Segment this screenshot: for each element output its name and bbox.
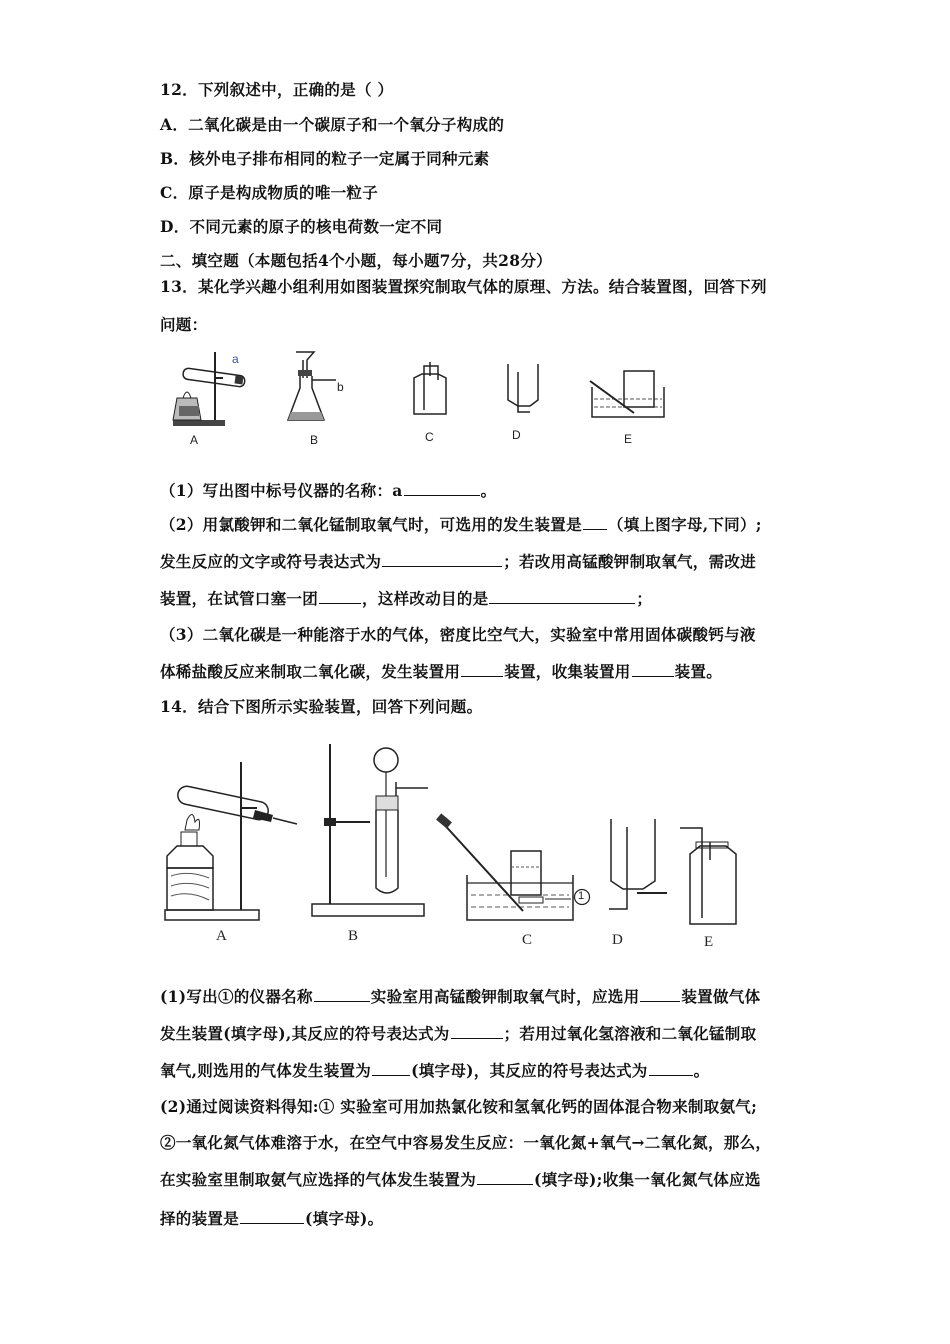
q14-label-a: A xyxy=(216,928,227,944)
q13-part1: （1）写出图中标号仪器的名称：a 。 xyxy=(160,481,497,500)
q13-apparatus-a xyxy=(165,350,255,430)
q14-blank-nh3-device[interactable] xyxy=(477,1169,533,1185)
q13-mark-a: a xyxy=(232,352,239,366)
q13-blank-purpose[interactable] xyxy=(489,588,635,604)
q13-apparatus-e xyxy=(588,365,668,420)
q13-blank-equation[interactable] xyxy=(382,551,502,567)
q14-blank-kmno4-equation[interactable] xyxy=(451,1023,503,1039)
q12-stem: 12．下列叙述中，正确的是（ ） xyxy=(160,80,394,99)
q14-blank-h2o2-device[interactable] xyxy=(372,1060,410,1076)
q13-apparatus-d xyxy=(500,362,545,417)
q12-option-c: C．原子是构成物质的唯一粒子 xyxy=(160,183,379,202)
q14-label-e: E xyxy=(704,934,714,950)
q14-label-c: C xyxy=(522,932,533,948)
q14-part1-line1: (1)写出①的仪器名称 实验室用高锰酸钾制取氧气时，应选用 装置做气体 xyxy=(160,987,761,1006)
q14-part2-line2: ②一氧化氮气体难溶于水，在空气中容易发生反应：一氧化氮+氧气→二氧化氮，那么， xyxy=(160,1133,772,1152)
q14-apparatus-d xyxy=(605,815,670,915)
q13-label-a: A xyxy=(190,433,199,447)
q14-mark-1: 1 xyxy=(578,890,585,902)
q14-part2-line3: 在实验室里制取氨气应选择的气体发生装置为 (填字母);收集一氧化氮气体应选 xyxy=(160,1170,761,1189)
q14-blank-h2o2-equation[interactable] xyxy=(649,1060,693,1076)
q14-part2-line1: (2)通过阅读资料得知:① 实验室可用加热氯化铵和氢氧化钙的固体混合物来制取氨气; xyxy=(160,1097,758,1116)
q14-apparatus-b xyxy=(310,742,435,922)
q13-stem-line1: 13．某化学兴趣小组利用如图装置探究制取气体的原理、方法。结合装置图，回答下列 xyxy=(160,277,767,296)
q12-option-b: B．核外电子排布相同的粒子一定属于同种元素 xyxy=(160,149,490,168)
q14-part1-line3: 氧气,则选用的气体发生装置为 (填字母)，其反应的符号表达式为 。 xyxy=(160,1061,710,1080)
q14-apparatus-a xyxy=(163,760,298,925)
q12-option-a: A．二氧化碳是由一个碳原子和一个氧分子构成的 xyxy=(160,115,505,134)
q14-blank-kmno4-device[interactable] xyxy=(640,986,680,1002)
q14-apparatus-c xyxy=(435,815,580,925)
q13-part3-line1: （3）二氧化碳是一种能溶于水的气体，密度比空气大，实验室中常用固体碳酸钙与液 xyxy=(160,625,756,644)
q14-blank-no-collector[interactable] xyxy=(240,1208,304,1224)
q12-option-d: D．不同元素的原子的核电荷数一定不同 xyxy=(160,217,443,236)
q14-label-d: D xyxy=(612,932,623,948)
q14-part1-line2: 发生装置(填字母),其反应的符号表达式为 ；若用过氧化氢溶液和二氧化锰制取 xyxy=(160,1024,757,1043)
q14-part2-line4: 择的装置是 (填字母)。 xyxy=(160,1209,384,1228)
q13-blank-generator[interactable] xyxy=(583,514,607,530)
q13-label-c: C xyxy=(425,430,434,444)
q13-part3-line2: 体稀盐酸反应来制取二氧化碳，发生装置用 装置，收集装置用 装置。 xyxy=(160,662,723,681)
q13-blank-cotton[interactable] xyxy=(319,588,361,604)
q13-label-e: E xyxy=(624,432,633,446)
q14-blank-instrument[interactable] xyxy=(314,986,370,1002)
q13-part2-line3: 装置，在试管口塞一团 ，这样改动目的是 ； xyxy=(160,589,653,608)
q13-apparatus-c xyxy=(408,360,453,420)
q13-label-b: B xyxy=(310,433,319,447)
q13-stem-line2: 问题： xyxy=(160,315,208,334)
section-heading: 二、填空题（本题包括4个小题，每小题7分，共28分） xyxy=(160,251,552,270)
q14-apparatus-e xyxy=(678,822,743,928)
q13-blank-co2-collector[interactable] xyxy=(632,661,674,677)
q13-part2-line1: （2）用氯酸钾和二氧化锰制取氧气时，可选用的发生装置是 （填上图字母,下同）; xyxy=(160,515,762,534)
q13-label-d: D xyxy=(512,428,521,442)
q14-stem: 14．结合下图所示实验装置，回答下列问题。 xyxy=(160,697,483,716)
q13-blank-co2-generator[interactable] xyxy=(461,661,503,677)
q13-blank-a[interactable] xyxy=(404,480,480,496)
q13-mark-b: b xyxy=(337,380,344,394)
q13-part2-line2: 发生反应的文字或符号表达式为 ；若改用高锰酸钾制取氧气，需改进 xyxy=(160,552,757,571)
q14-label-b: B xyxy=(348,928,359,944)
